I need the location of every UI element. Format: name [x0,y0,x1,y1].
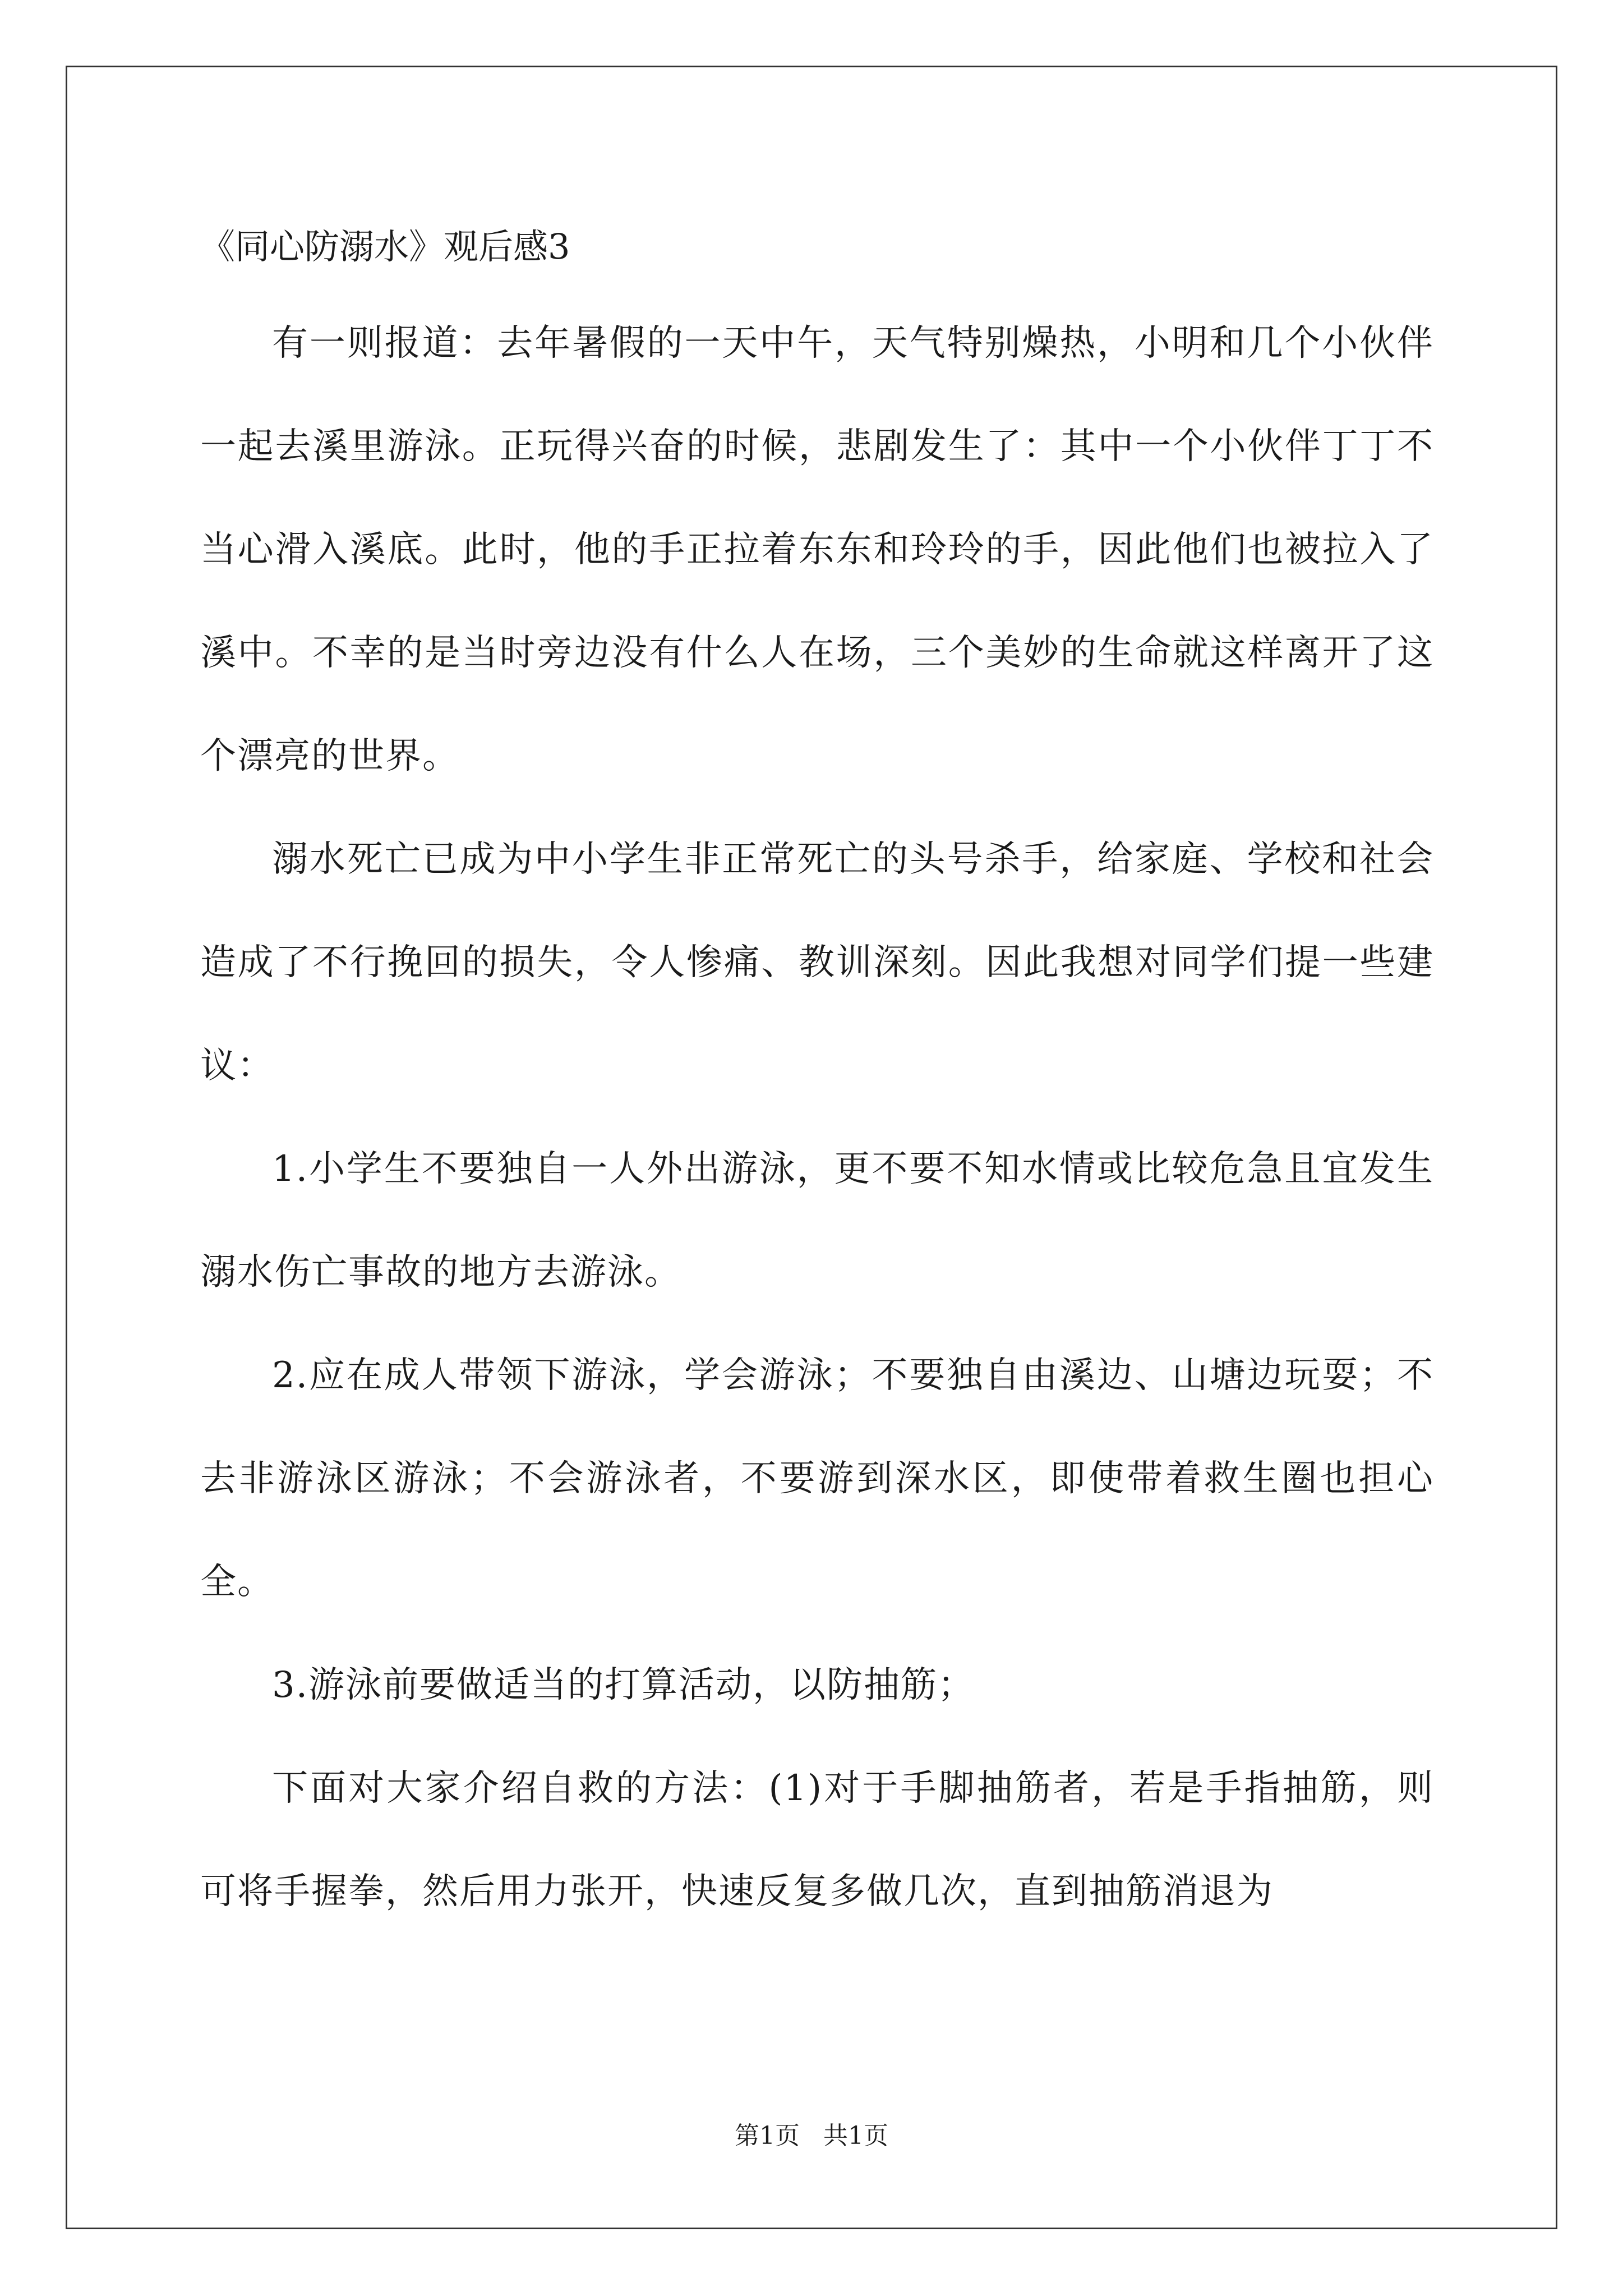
document-body [200,213,1434,1943]
paragraph-suggestion-2: 2.应在成人带领下游泳，学会游泳；不要独自由溪边、山塘边玩耍；不去非游泳区游泳；不会游泳者，不要游到深水区，即使带着救生圈也担心全。 [200,1355,1434,1603]
document-title: 《同心防溺水》观后感3 [200,226,570,267]
paragraph-drowning-statistics: 溺水死亡已成为中小学生非正常死亡的头号杀手，给家庭、学校和社会造成了不行挽回的损失，令人惨痛、教训深刻。因此我想对同学们提一些建议： [200,839,1434,1087]
page-footer: 第1页 共1页 [735,2122,888,2150]
paragraph-suggestion-3: 3.游泳前要做适当的打算活动，以防抽筋； [272,1664,975,1706]
paragraph-self-rescue: 下面对大家介绍自救的方法：(1)对于手脚抽筋者，若是手指抽筋，则可将手握拳，然后用力张开，快速反复多做几次，直到抽筋消退为 [200,1768,1434,1912]
paragraph-suggestion-1: 1.小学生不要独自一人外出游泳，更不要不知水情或比较危急且宜发生溺水伤亡事故的地方去游泳。 [200,1148,1434,1293]
paragraph-news-report: 有一则报道：去年暑假的一天中午，天气特别燥热，小明和几个小伙伴一起去溪里游泳。正玩得兴奋的时候，悲剧发生了：其中一个小伙伴丁丁不当心滑入溪底。此时，他的手正拉着东东和玲玲的手，因此他们也被拉入了溪中。不幸的是当时旁边没有什么人在场，三个美妙的生命就这样离开了这个漂亮的世界。 [200,323,1434,777]
